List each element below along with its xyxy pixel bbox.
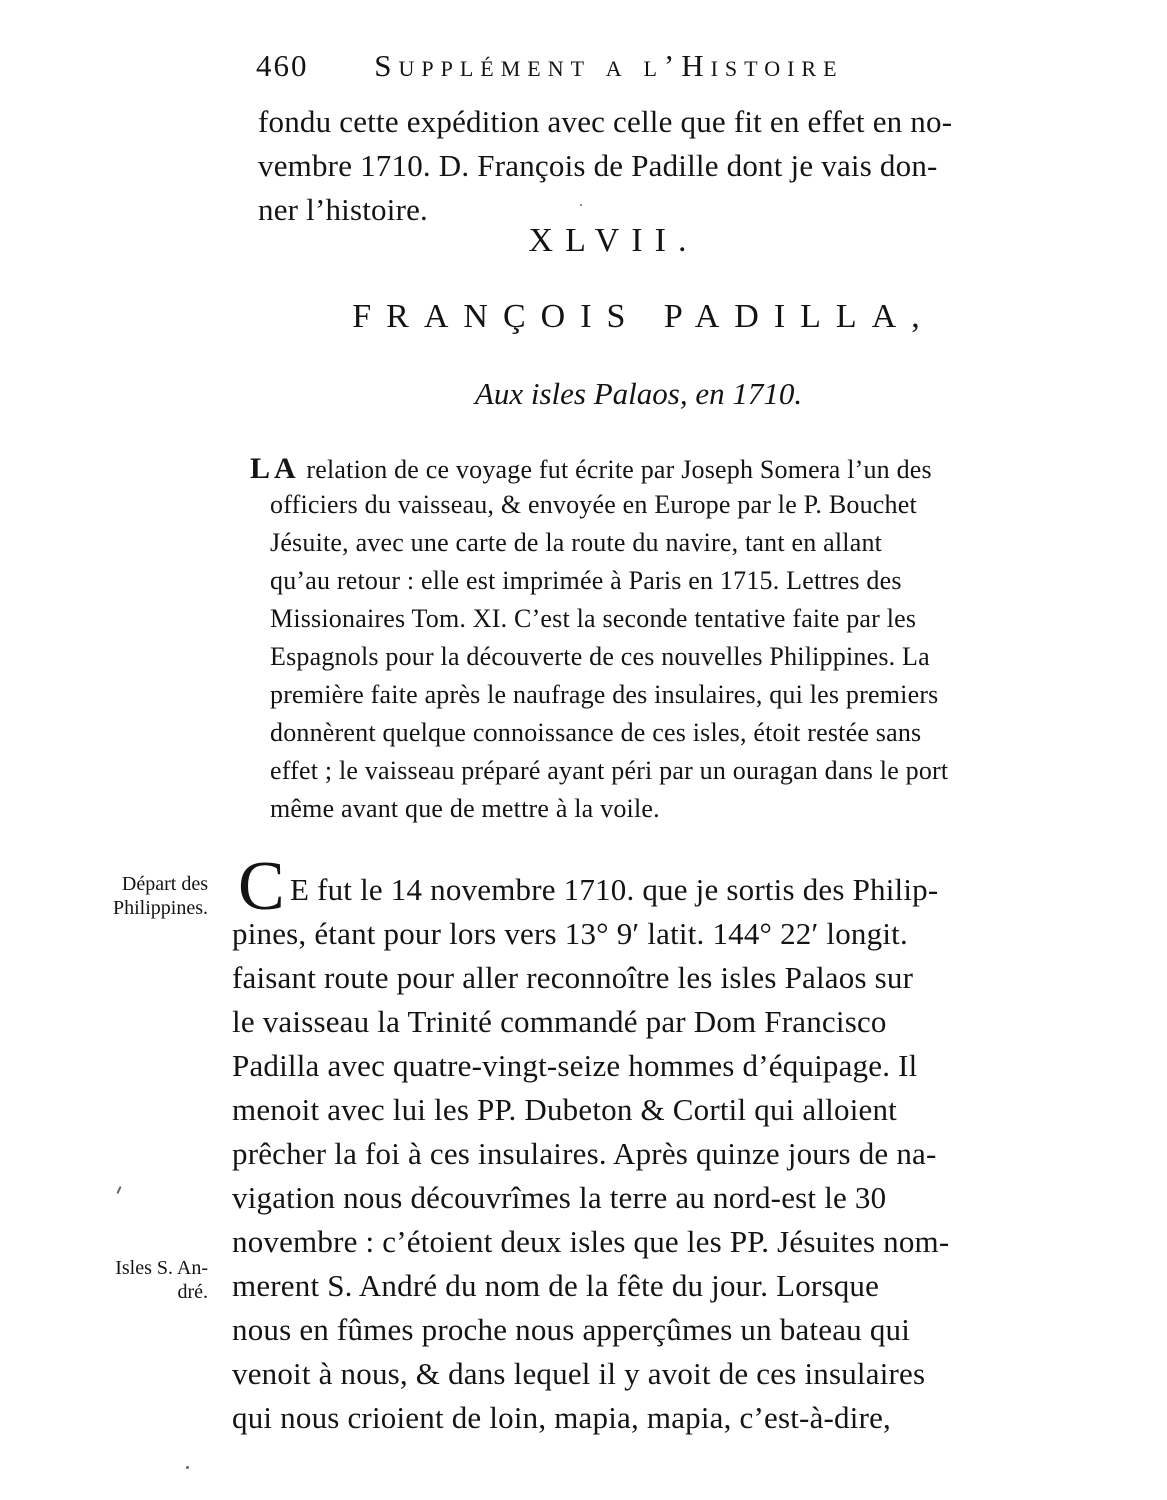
relation-line: relation de ce voyage fut écrite par Joseph Somera l’un des bbox=[306, 455, 932, 484]
narrative-line: vigation nous découvrîmes la terre au nord-est le 30 bbox=[232, 1180, 887, 1215]
running-title: Supplément a l’Histoire bbox=[374, 48, 844, 83]
narrative-line: Padilla avec quatre-vingt-seize hommes d’équipage. Il bbox=[232, 1048, 918, 1083]
narrative-line: menoit avec lui les PP. Dubeton & Cortil qui alloient bbox=[232, 1092, 897, 1127]
intro-line: ner l’histoire. bbox=[258, 192, 429, 227]
margin-note-line: dré. bbox=[177, 1281, 208, 1303]
margin-note-line: Isles S. An- bbox=[115, 1257, 208, 1279]
narrative-line: nous en fûmes proche nous apperçûmes un bateau qui bbox=[232, 1312, 911, 1347]
narrative-line: faisant route pour aller reconnoître les isles Palaos sur bbox=[232, 960, 914, 995]
relation-line: première faite après le naufrage des insulaires, qui les premiers bbox=[270, 680, 939, 709]
relation-line: effet ; le vaisseau préparé ayant péri par un ouragan dans le port bbox=[270, 756, 949, 785]
relation-first-line bbox=[250, 452, 932, 486]
relation-line: qu’au retour : elle est imprimée à Paris en 1715. Lettres des bbox=[270, 566, 902, 595]
chapter-number: XLVII. bbox=[528, 222, 699, 259]
ink-speck bbox=[186, 1466, 189, 1469]
intro-line: vembre 1710. D. François de Padille dont je vais don- bbox=[258, 148, 938, 183]
margin-note-isles bbox=[96, 1256, 208, 1304]
margin-note-depart bbox=[96, 872, 208, 920]
running-head bbox=[256, 48, 1036, 84]
narrative-line: E fut le 14 novembre 1710. que je sortis des Philip- bbox=[290, 872, 939, 907]
narrative-line: prêcher la foi à ces insulaires. Après quinze jours de na- bbox=[232, 1136, 937, 1171]
relation-line: Jésuite, avec une carte de la route du navire, tant en allant bbox=[270, 528, 883, 557]
narrative-line: venoit à nous, & dans lequel il y avoit de ces insulaires bbox=[232, 1356, 926, 1391]
ink-speck bbox=[116, 1186, 121, 1194]
intro-line: fondu cette expédition avec celle que fit en effet en no- bbox=[258, 104, 953, 139]
ink-speck bbox=[580, 204, 582, 206]
relation-line: même avant que de mettre à la voile. bbox=[270, 794, 660, 823]
relation-line: officiers du vaisseau, & envoyée en Europe par le P. Bouchet bbox=[270, 490, 917, 519]
narrative-line: merent S. André du nom de la fête du jour. Lorsque bbox=[232, 1268, 880, 1303]
narrative-line: pines, étant pour lors vers 13° 9′ latit. 144° 22′ longit. bbox=[232, 916, 908, 951]
page-number: 460 bbox=[256, 48, 309, 83]
narrative-line: qui nous crioient de loin, mapia, mapia, c’est-à-dire, bbox=[232, 1400, 891, 1435]
relation-line: donnèrent quelque connoissance de ces isles, étoit restée sans bbox=[270, 718, 922, 747]
chapter-title: FRANÇOIS PADILLA, bbox=[352, 298, 935, 335]
margin-note-line: Philippines. bbox=[112, 897, 208, 919]
narrative-line: le vaisseau la Trinité commandé par Dom Francisco bbox=[232, 1004, 887, 1039]
chapter-subtitle: Aux isles Palaos, en 1710. bbox=[474, 376, 803, 411]
narrative-dropcap: C bbox=[238, 848, 285, 925]
relation-line: Missionaires Tom. XI. C’est la seconde tentative faite par les bbox=[270, 604, 917, 633]
margin-note-line: Départ des bbox=[121, 873, 208, 895]
narrative-line: novembre : c’étoient deux isles que les PP. Jésuites nom- bbox=[232, 1224, 950, 1259]
relation-dropcap: LA bbox=[250, 452, 300, 485]
relation-line: Espagnols pour la découverte de ces nouvelles Philippines. La bbox=[270, 642, 930, 671]
